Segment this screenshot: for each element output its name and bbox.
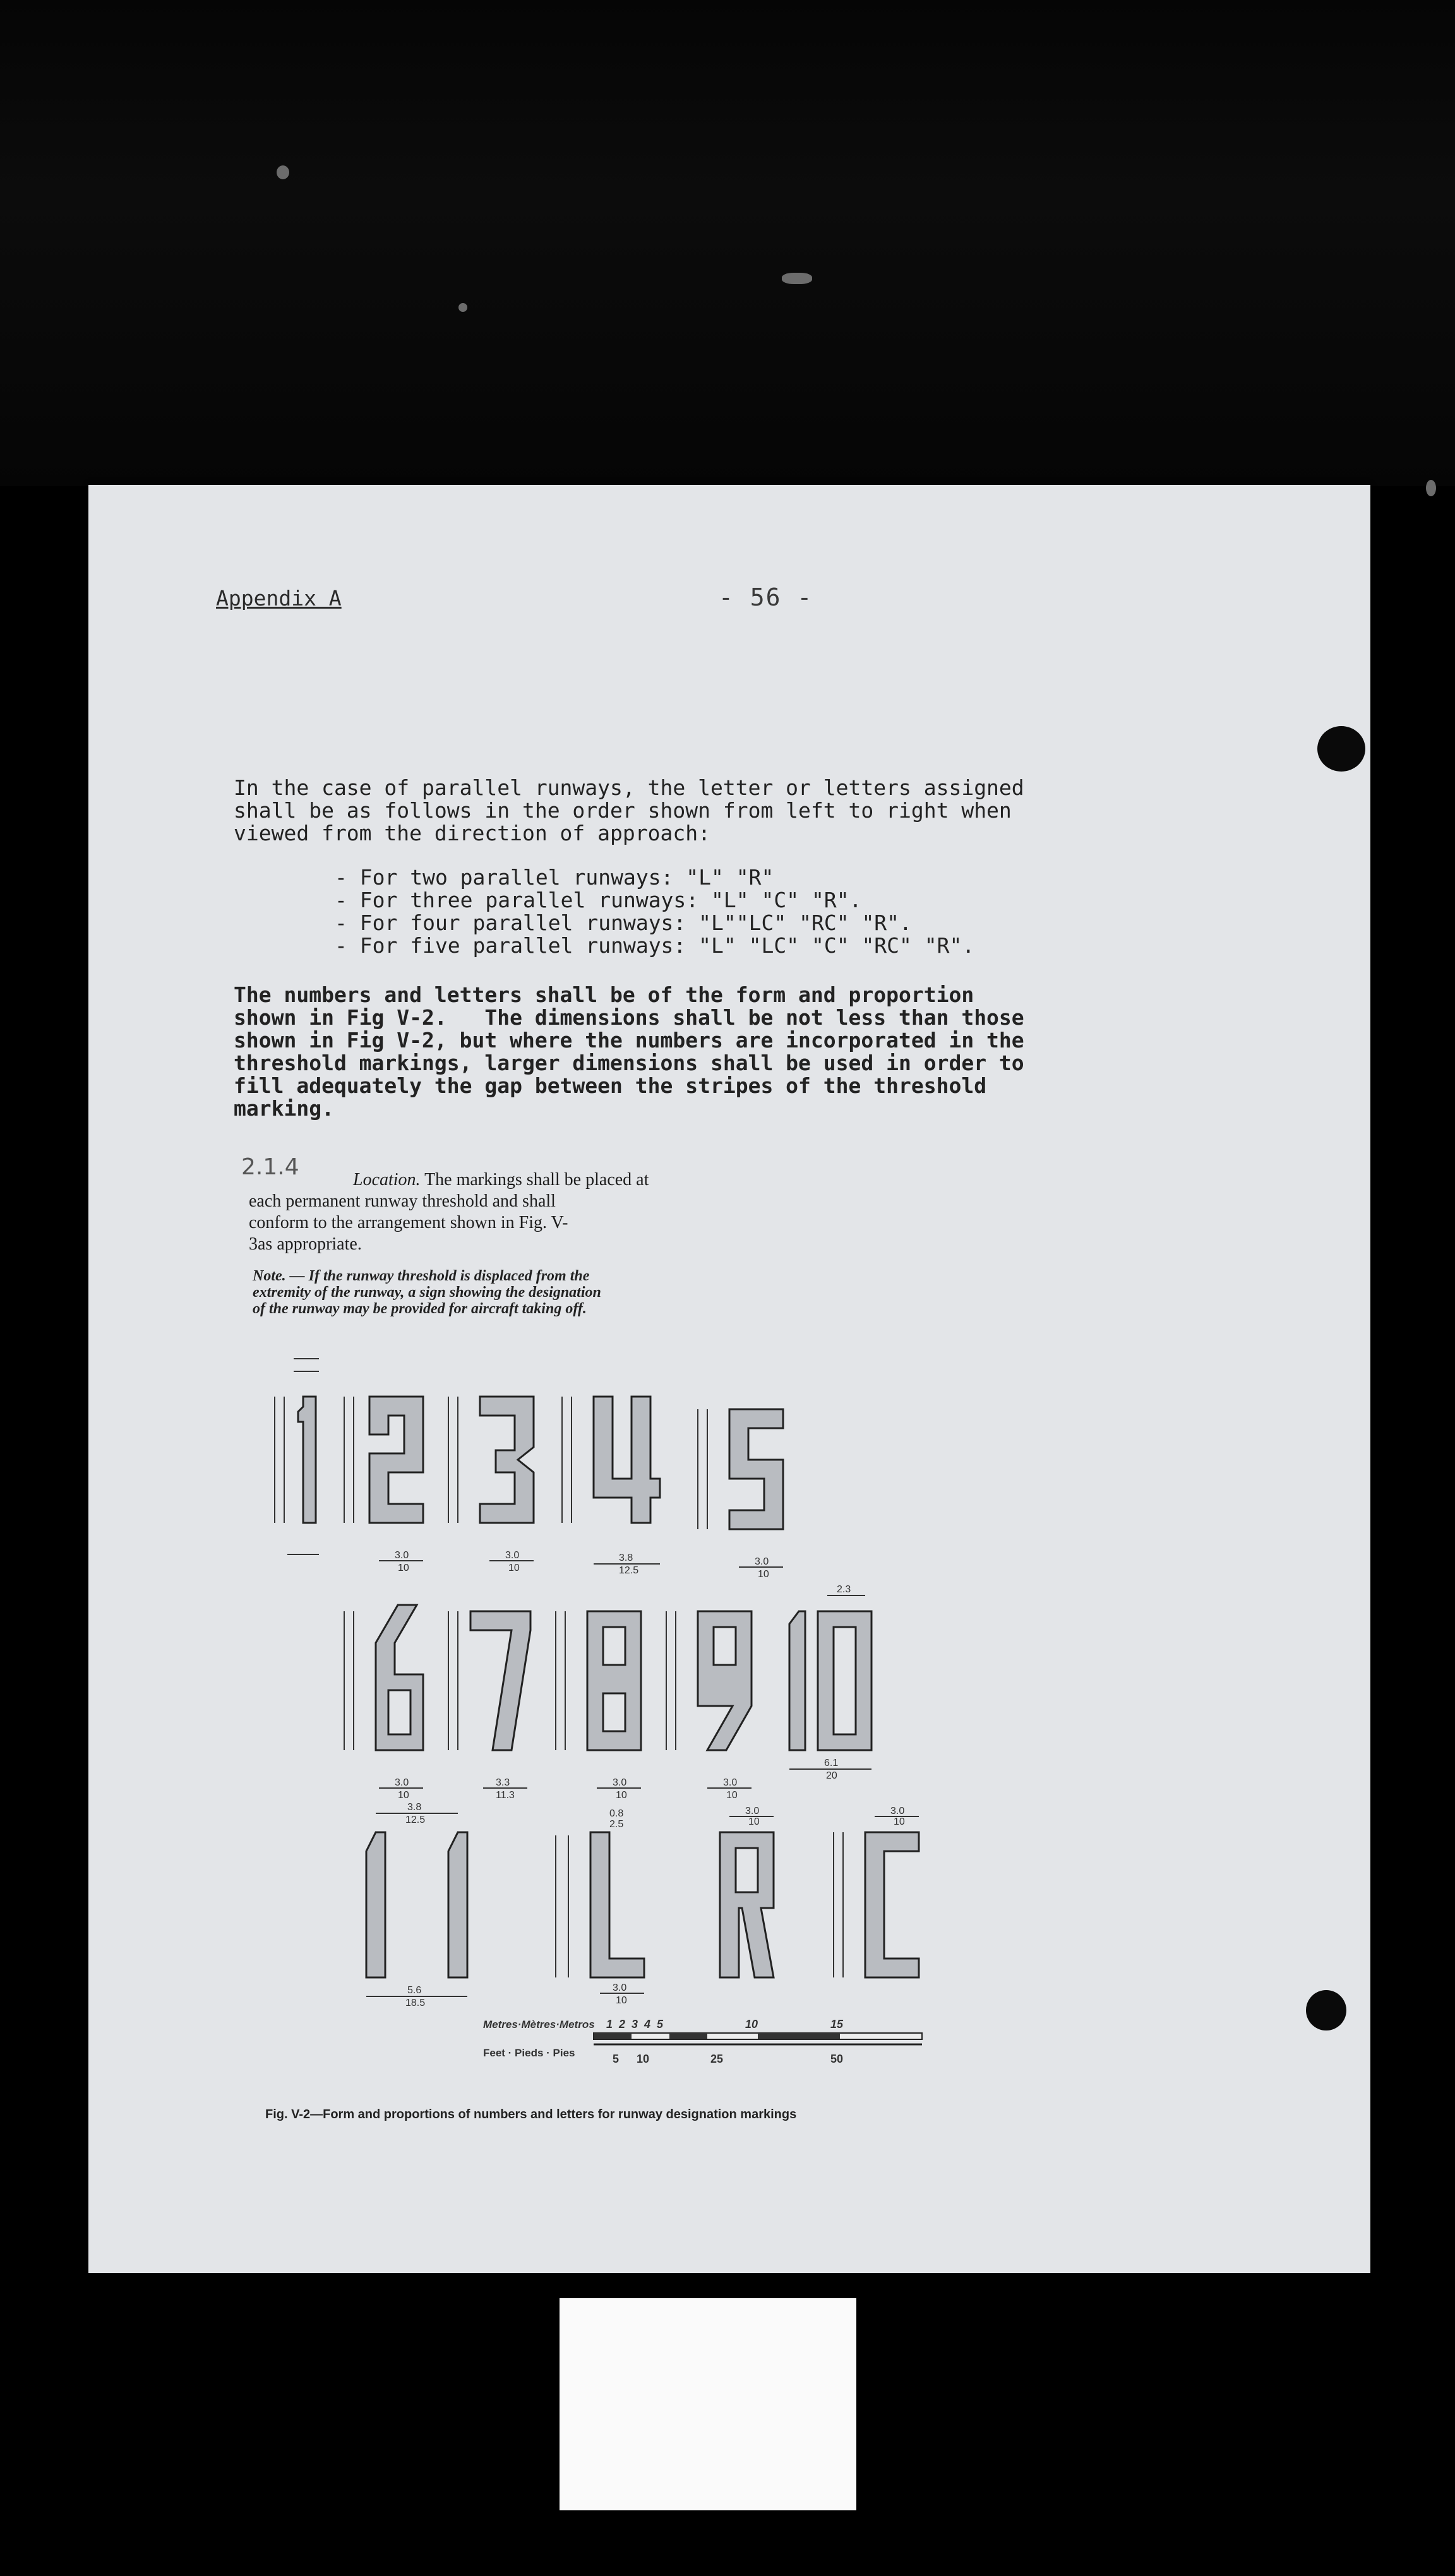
glyph-R	[720, 1806, 774, 1977]
list-item: - For three parallel runways: "L" "C" "R".	[335, 888, 862, 912]
svg-text:3.0: 3.0	[505, 1550, 520, 1561]
glyph-9	[666, 1611, 751, 1801]
scale-bar	[483, 2018, 922, 2065]
glyph-8	[556, 1611, 641, 1801]
svg-text:3.0: 3.0	[745, 1806, 760, 1816]
location-text-1: The markings shall be placed at	[424, 1170, 649, 1190]
punch-hole	[1306, 1990, 1346, 2030]
glyph-4	[562, 1397, 660, 1576]
appendix-label: Appendix A	[216, 586, 342, 611]
white-card	[560, 2298, 856, 2510]
svg-text:3.8: 3.8	[619, 1553, 633, 1563]
glyph-L	[556, 1808, 644, 2006]
glyph-7	[448, 1611, 530, 1801]
svg-text:0.8: 0.8	[609, 1808, 624, 1819]
svg-text:3.0: 3.0	[613, 1777, 627, 1788]
scale-metres-tick: 4	[644, 2018, 651, 2030]
scale-feet-tick: 50	[830, 2053, 844, 2065]
list-item: - For five parallel runways: "L" "LC" "C" "RC" "R".	[335, 933, 975, 958]
svg-text:3.0: 3.0	[723, 1777, 738, 1788]
scale-feet-label: Feet · Pieds · Pies	[483, 2047, 575, 2059]
list-item: - For two parallel runways: "L" "R"	[335, 865, 774, 890]
section-number: 2.1.4	[241, 1154, 299, 1180]
glyph-5	[698, 1409, 783, 1580]
background-top	[0, 0, 1455, 486]
glyph-C	[834, 1806, 919, 1977]
glyph-6	[344, 1605, 423, 1801]
svg-text:10: 10	[748, 1816, 760, 1827]
dust-speck	[1426, 480, 1436, 496]
svg-text:3.3: 3.3	[496, 1777, 510, 1788]
svg-text:10: 10	[616, 1790, 627, 1801]
dust-speck	[277, 165, 289, 179]
svg-text:12.5: 12.5	[405, 1815, 426, 1825]
svg-text:12.5: 12.5	[619, 1565, 639, 1576]
location-paragraph	[249, 1169, 691, 1255]
glyph-2	[344, 1397, 423, 1573]
svg-text:3.0: 3.0	[395, 1550, 409, 1561]
document-page	[88, 485, 1370, 2273]
scale-metres-tick: 1	[606, 2018, 613, 2030]
punch-hole	[1317, 726, 1365, 772]
glyph-10	[789, 1584, 871, 1781]
svg-text:2.5: 2.5	[609, 1819, 624, 1830]
svg-text:2.3: 2.3	[837, 1584, 851, 1595]
svg-text:3.0: 3.0	[613, 1983, 627, 1993]
svg-text:11.3: 11.3	[496, 1790, 515, 1801]
dust-speck	[782, 273, 812, 284]
svg-text:10: 10	[894, 1816, 905, 1827]
svg-text:10: 10	[758, 1569, 769, 1580]
runway-letter-list	[335, 866, 974, 957]
scale-feet-tick: 25	[710, 2053, 724, 2065]
page-number: - 56 -	[719, 583, 813, 611]
svg-text:6.1: 6.1	[824, 1758, 839, 1768]
scale-metres-tick: 3	[632, 2018, 638, 2030]
figure-svg	[240, 1346, 998, 2135]
scale-metres-tick: 10	[745, 2018, 758, 2030]
svg-text:10: 10	[398, 1790, 409, 1801]
runway-designation-figure	[240, 1346, 998, 2135]
glyph-3	[448, 1397, 534, 1573]
scale-metres-tick: 5	[657, 2018, 664, 2030]
location-heading: Location.	[353, 1170, 421, 1190]
svg-text:3.0: 3.0	[890, 1806, 905, 1816]
svg-text:10: 10	[508, 1563, 520, 1573]
figure-caption: Fig. V-2—Form and proportions of numbers and letters for runway designation markings	[265, 2108, 797, 2121]
svg-text:20: 20	[826, 1770, 837, 1781]
svg-text:10: 10	[398, 1563, 409, 1573]
scale-metres-label: Metres·Mètres·Metros	[483, 2018, 595, 2030]
scale-metres-tick: 15	[830, 2018, 844, 2030]
scale-metres-tick: 2	[619, 2018, 626, 2030]
scale-feet-tick: 10	[637, 2053, 650, 2065]
svg-text:10: 10	[726, 1790, 738, 1801]
scale-feet-tick: 5	[613, 2053, 620, 2065]
paragraph-parallel-runways: In the case of parallel runways, the letter or letters assigned shall be as follows in the order shown from left to right when viewed from the direction of approach:	[234, 775, 1024, 845]
note-paragraph: Note. — If the runway threshold is displaced from the extremity of the runway, a sign showing the designation of the runway may be provided for aircraft taking off.	[253, 1268, 601, 1317]
svg-text:18.5: 18.5	[405, 1998, 426, 2008]
svg-text:5.6: 5.6	[407, 1985, 422, 1996]
glyph-11	[366, 1802, 467, 2008]
svg-text:10: 10	[616, 1995, 627, 2006]
svg-text:3.8: 3.8	[407, 1802, 422, 1813]
list-item: - For four parallel runways: "L""LC" "RC" "R".	[335, 910, 912, 935]
location-text-2: each permanent runway threshold and shall conform to the arrangement shown in Fig. V-3as appropriate.	[249, 1191, 568, 1254]
dust-speck	[458, 303, 467, 312]
svg-text:3.0: 3.0	[395, 1777, 409, 1788]
paragraph-form-proportion: The numbers and letters shall be of the form and proportion shown in Fig V-2. The dimensions shall be not less than those shown in Fig V-2, but where the numbers are incorporated in the threshold markings, larger dimensions shall be used in order to fill adequately the gap between the stripes of the threshold marking.	[234, 982, 1024, 1121]
svg-text:3.0: 3.0	[755, 1556, 769, 1567]
glyph-1	[275, 1359, 319, 1554]
